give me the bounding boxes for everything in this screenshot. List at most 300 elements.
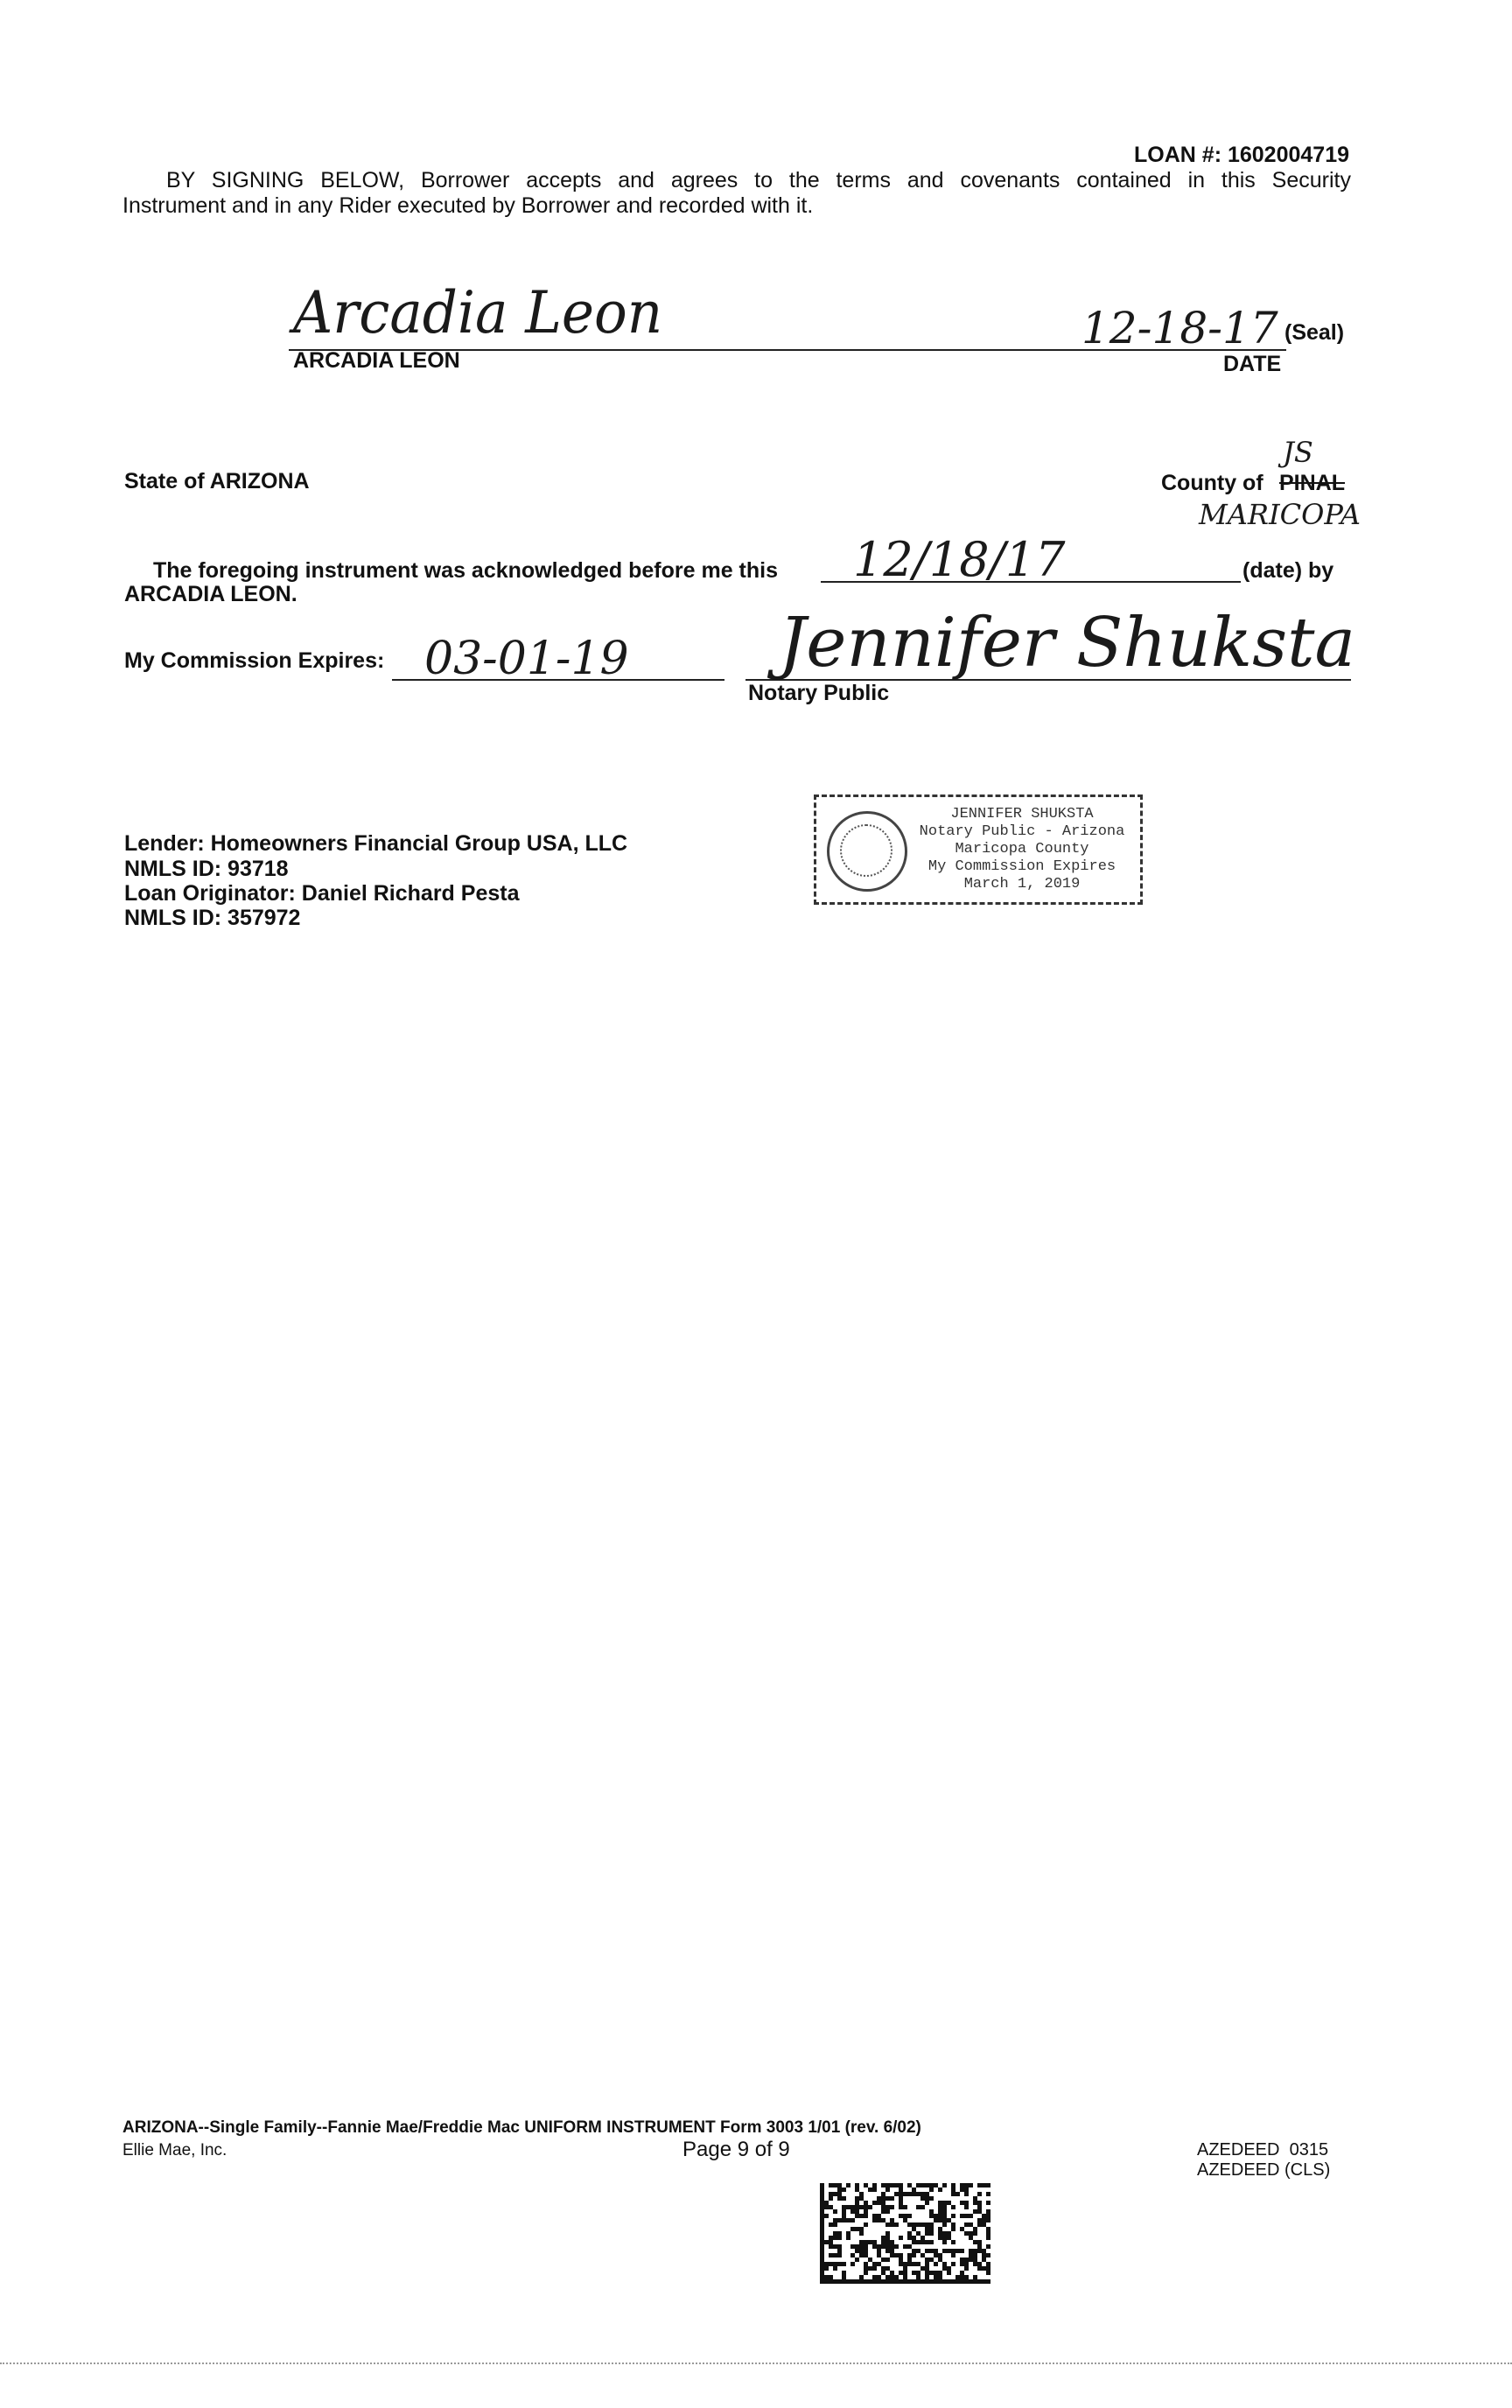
- barcode-module: [907, 2183, 912, 2188]
- barcode-module: [951, 2253, 956, 2258]
- barcode-module: [837, 2183, 842, 2188]
- barcode-module: [925, 2192, 929, 2196]
- seal-label: (Seal): [1284, 320, 1345, 345]
- barcode-module: [920, 2205, 925, 2209]
- barcode-module: [947, 2249, 951, 2253]
- barcode-module: [846, 2218, 850, 2222]
- barcode-module: [982, 2253, 986, 2258]
- barcode-module: [850, 2227, 855, 2231]
- barcode-module: [960, 2275, 964, 2279]
- barcode-module: [938, 2218, 942, 2222]
- barcode-module: [964, 2258, 969, 2262]
- barcode-module: [833, 2183, 837, 2188]
- barcode-module: [868, 2240, 872, 2244]
- barcode-module: [899, 2192, 903, 2196]
- barcode-module: [947, 2201, 951, 2205]
- barcode-module: [899, 2196, 903, 2201]
- barcode-module: [969, 2258, 973, 2262]
- barcode-module: [864, 2279, 868, 2284]
- barcode-module: [877, 2214, 881, 2218]
- barcode-module: [842, 2188, 846, 2192]
- barcode-module: [864, 2249, 868, 2253]
- barcode-module: [942, 2249, 947, 2253]
- barcode-module: [938, 2188, 942, 2192]
- barcode-module: [938, 2205, 942, 2209]
- barcode-module: [842, 2214, 846, 2218]
- barcode-module: [872, 2266, 877, 2271]
- barcode-module: [938, 2236, 942, 2240]
- stamp-text: [907, 806, 1137, 893]
- barcode-module: [947, 2279, 951, 2284]
- barcode-module: [969, 2183, 973, 2188]
- barcode-module: [964, 2266, 969, 2271]
- barcode-module: [942, 2279, 947, 2284]
- barcode-module: [960, 2279, 964, 2284]
- lender-name: Lender: Homeowners Financial Group USA, LLC: [124, 831, 628, 856]
- barcode-module: [881, 2201, 886, 2205]
- barcode-module: [920, 2192, 925, 2196]
- barcode-module: [964, 2205, 969, 2209]
- barcode-module: [833, 2279, 837, 2284]
- barcode-module: [824, 2266, 829, 2271]
- barcode-module: [925, 2258, 929, 2262]
- barcode-module: [859, 2227, 864, 2231]
- barcode-module: [872, 2183, 877, 2188]
- barcode-module: [986, 2244, 990, 2249]
- barcode-module: [903, 2266, 907, 2271]
- barcode-module: [881, 2279, 886, 2284]
- footer-code-1: AZEDEED 0315: [1197, 2140, 1329, 2160]
- barcode-module: [886, 2196, 890, 2201]
- barcode-module: [960, 2258, 964, 2262]
- barcode-module: [820, 2262, 824, 2266]
- barcode-module: [881, 2209, 886, 2214]
- barcode-module: [894, 2279, 899, 2284]
- barcode-module: [977, 2279, 982, 2284]
- barcode-module: [864, 2240, 868, 2244]
- barcode-module: [986, 2201, 990, 2205]
- barcode-module: [947, 2218, 951, 2222]
- barcode-module: [820, 2253, 824, 2258]
- barcode-module: [903, 2262, 907, 2266]
- barcode-module: [850, 2279, 855, 2284]
- barcode-module: [820, 2183, 824, 2188]
- barcode-module: [986, 2236, 990, 2240]
- barcode-module: [846, 2183, 850, 2188]
- barcode-module: [938, 2253, 942, 2258]
- barcode-module: [942, 2231, 947, 2236]
- barcode-module: [964, 2201, 969, 2205]
- barcode-module: [842, 2209, 846, 2214]
- barcode-module: [977, 2262, 982, 2266]
- barcode-module: [894, 2222, 899, 2227]
- barcode-module: [964, 2222, 969, 2227]
- barcode-module: [837, 2262, 842, 2266]
- barcode-module: [833, 2192, 837, 2196]
- barcode-module: [859, 2279, 864, 2284]
- barcode-module: [982, 2214, 986, 2218]
- barcode-module: [969, 2236, 973, 2240]
- barcode-module: [899, 2201, 903, 2205]
- barcode-module: [973, 2209, 977, 2214]
- page-bottom-edge: [0, 2362, 1512, 2364]
- barcode-module: [868, 2266, 872, 2271]
- barcode-module: [846, 2231, 850, 2236]
- state-seal-icon: [827, 811, 907, 892]
- barcode-module: [916, 2279, 920, 2284]
- barcode-module: [899, 2236, 903, 2240]
- barcode-module: [890, 2244, 894, 2249]
- barcode-module: [824, 2201, 829, 2205]
- barcode-module: [903, 2214, 907, 2218]
- barcode-module: [842, 2205, 846, 2209]
- lender-nmls: NMLS ID: 93718: [124, 857, 289, 881]
- barcode-module: [881, 2196, 886, 2201]
- barcode-module: [982, 2183, 986, 2188]
- barcode-module: [925, 2183, 929, 2188]
- barcode-module: [973, 2249, 977, 2253]
- barcode-module: [868, 2258, 872, 2262]
- barcode-module: [820, 2279, 824, 2284]
- barcode-module: [890, 2240, 894, 2244]
- barcode-module: [973, 2258, 977, 2262]
- barcode-module: [881, 2192, 886, 2196]
- barcode-module: [824, 2240, 829, 2244]
- barcode-module: [820, 2192, 824, 2196]
- barcode-module: [907, 2231, 912, 2236]
- stamp-expires-date: March 1, 2019: [963, 876, 1081, 892]
- barcode-module: [824, 2279, 829, 2284]
- barcode-module: [916, 2262, 920, 2266]
- barcode-module: [969, 2222, 973, 2227]
- barcode-module: [886, 2244, 890, 2249]
- barcode-module: [890, 2222, 894, 2227]
- barcode-module: [886, 2205, 890, 2209]
- barcode-module: [890, 2183, 894, 2188]
- barcode-module: [872, 2214, 877, 2218]
- barcode-module: [942, 2209, 947, 2214]
- barcode-module: [820, 2218, 824, 2222]
- barcode-module: [820, 2188, 824, 2192]
- barcode-module: [942, 2214, 947, 2218]
- barcode-module: [837, 2192, 842, 2196]
- barcode-module: [907, 2253, 912, 2258]
- barcode-module: [986, 2227, 990, 2231]
- barcode-module: [977, 2249, 982, 2253]
- barcode-module: [951, 2262, 956, 2266]
- barcode-module: [916, 2275, 920, 2279]
- barcode-module: [964, 2262, 969, 2266]
- commission-label: My Commission Expires:: [124, 648, 385, 673]
- barcode-module: [855, 2205, 859, 2209]
- barcode-module: [842, 2218, 846, 2222]
- barcode-module: [977, 2192, 982, 2196]
- commission-date: 03-01-19: [424, 633, 629, 685]
- barcode-module: [886, 2275, 890, 2279]
- barcode-module: [929, 2209, 934, 2214]
- barcode-module: [872, 2279, 877, 2284]
- barcode-module: [986, 2231, 990, 2236]
- stamp-county: Maricopa County: [955, 841, 1089, 858]
- barcode-module: [934, 2183, 938, 2188]
- barcode-module: [969, 2253, 973, 2258]
- barcode-module: [864, 2183, 868, 2188]
- barcode-module: [855, 2258, 859, 2262]
- barcode-module: [842, 2271, 846, 2275]
- borrower-signature: Arcadia Leon: [293, 279, 663, 346]
- barcode-module: [872, 2244, 877, 2249]
- barcode-module: [929, 2258, 934, 2262]
- barcode-module: [969, 2279, 973, 2284]
- barcode-module: [859, 2205, 864, 2209]
- barcode-module: [894, 2192, 899, 2196]
- barcode-module: [929, 2240, 934, 2244]
- barcode-module: [986, 2218, 990, 2222]
- barcode-module: [982, 2218, 986, 2222]
- barcode-module: [903, 2218, 907, 2222]
- barcode-module: [855, 2244, 859, 2249]
- barcode-module: [938, 2231, 942, 2236]
- barcode-module: [890, 2218, 894, 2222]
- barcode-module: [920, 2266, 925, 2271]
- barcode-module: [969, 2249, 973, 2253]
- barcode-module: [925, 2240, 929, 2244]
- barcode-module: [907, 2262, 912, 2266]
- barcode-module: [942, 2240, 947, 2244]
- barcode-module: [912, 2262, 916, 2266]
- barcode-module: [938, 2209, 942, 2214]
- barcode-module: [829, 2253, 833, 2258]
- barcode-module: [934, 2218, 938, 2222]
- barcode-module: [859, 2196, 864, 2201]
- barcode-module: [916, 2231, 920, 2236]
- barcode-module: [864, 2253, 868, 2258]
- barcode-module: [824, 2214, 829, 2218]
- barcode-module: [833, 2222, 837, 2227]
- barcode-module: [929, 2188, 934, 2192]
- barcode-module: [829, 2196, 833, 2201]
- barcode-module: [890, 2275, 894, 2279]
- barcode-module: [960, 2214, 964, 2218]
- barcode-module: [977, 2222, 982, 2227]
- barcode-module: [881, 2218, 886, 2222]
- barcode-module: [820, 2227, 824, 2231]
- barcode-module: [942, 2201, 947, 2205]
- barcode-module: [837, 2218, 842, 2222]
- notary-label: Notary Public: [748, 681, 890, 705]
- barcode-module: [947, 2266, 951, 2271]
- barcode-module: [837, 2249, 842, 2253]
- barcode-module: [886, 2249, 890, 2253]
- footer-form-line: ARIZONA--Single Family--Fannie Mae/Freddie Mac UNIFORM INSTRUMENT Form 3003 1/01 (rev. 6/02): [122, 2118, 921, 2137]
- barcode-module: [877, 2218, 881, 2222]
- barcode-module: [956, 2275, 960, 2279]
- barcode-module: [899, 2183, 903, 2188]
- barcode-module: [960, 2188, 964, 2192]
- barcode-module: [850, 2209, 855, 2214]
- barcode-module: [859, 2249, 864, 2253]
- barcode-module: [916, 2222, 920, 2227]
- barcode-module: [899, 2253, 903, 2258]
- barcode-module: [960, 2271, 964, 2275]
- barcode-module: [956, 2249, 960, 2253]
- barcode-module: [964, 2188, 969, 2192]
- barcode-module: [837, 2279, 842, 2284]
- barcode-module: [850, 2244, 855, 2249]
- barcode-module: [855, 2196, 859, 2201]
- barcode-module: [977, 2183, 982, 2188]
- barcode-module: [833, 2218, 837, 2222]
- barcode-module: [877, 2249, 881, 2253]
- barcode-module: [942, 2266, 947, 2271]
- date-label: DATE: [1223, 352, 1282, 376]
- barcode-module: [929, 2279, 934, 2284]
- barcode-module: [829, 2192, 833, 2196]
- barcode-module: [912, 2249, 916, 2253]
- barcode-module: [820, 2196, 824, 2201]
- barcode-module: [899, 2279, 903, 2284]
- barcode-module: [899, 2188, 903, 2192]
- barcode-module: [929, 2183, 934, 2188]
- barcode-module: [855, 2214, 859, 2218]
- barcode-module: [833, 2244, 837, 2249]
- barcode-module: [920, 2279, 925, 2284]
- barcode-module: [986, 2192, 990, 2196]
- barcode-module: [881, 2240, 886, 2244]
- barcode-module: [960, 2183, 964, 2188]
- barcode-module: [872, 2201, 877, 2205]
- barcode-module: [829, 2183, 833, 2188]
- footer-code-2: AZEDEED (CLS): [1197, 2160, 1331, 2180]
- barcode-module: [982, 2279, 986, 2284]
- barcode-module: [912, 2240, 916, 2244]
- county-initials: JS: [1283, 436, 1313, 469]
- barcode-module: [907, 2244, 912, 2249]
- barcode-module: [820, 2249, 824, 2253]
- barcode-module: [886, 2209, 890, 2214]
- barcode-module: [929, 2222, 934, 2227]
- barcode-module: [942, 2218, 947, 2222]
- barcode-module: [920, 2236, 925, 2240]
- barcode-module: [973, 2275, 977, 2279]
- barcode-module: [894, 2253, 899, 2258]
- barcode-module: [956, 2279, 960, 2284]
- barcode-module: [925, 2201, 929, 2205]
- barcode-module: [877, 2196, 881, 2201]
- barcode-module: [925, 2279, 929, 2284]
- barcode-module: [934, 2275, 938, 2279]
- barcode-module: [833, 2262, 837, 2266]
- barcode-module: [986, 2271, 990, 2275]
- barcode-module: [947, 2236, 951, 2240]
- barcode-module: [820, 2258, 824, 2262]
- barcode-module: [964, 2279, 969, 2284]
- barcode-module: [912, 2279, 916, 2284]
- barcode-module: [960, 2262, 964, 2266]
- barcode-module: [820, 2209, 824, 2214]
- barcode-module: [903, 2205, 907, 2209]
- barcode-module: [977, 2218, 982, 2222]
- barcode-module: [986, 2209, 990, 2214]
- barcode-module: [881, 2183, 886, 2188]
- barcode-module: [938, 2275, 942, 2279]
- barcode-module: [973, 2240, 977, 2244]
- barcode-module: [855, 2249, 859, 2253]
- barcode-module: [877, 2262, 881, 2266]
- intro-line-1: BY SIGNING BELOW, Borrower accepts and agrees to the terms and covenants contained in this Security: [166, 168, 1351, 192]
- stamp-title: Notary Public - Arizona: [919, 823, 1125, 840]
- barcode-module: [907, 2258, 912, 2262]
- barcode-module: [829, 2240, 833, 2244]
- barcode-module: [986, 2262, 990, 2266]
- barcode-module: [942, 2236, 947, 2240]
- barcode-module: [982, 2258, 986, 2262]
- barcode-module: [934, 2262, 938, 2266]
- barcode-module: [894, 2183, 899, 2188]
- barcode-module: [964, 2192, 969, 2196]
- barcode-module: [938, 2214, 942, 2218]
- barcode-module: [934, 2271, 938, 2275]
- barcode-module: [859, 2214, 864, 2218]
- barcode-module: [986, 2253, 990, 2258]
- barcode-module: [977, 2205, 982, 2209]
- barcode-module: [925, 2275, 929, 2279]
- barcode-module: [886, 2266, 890, 2271]
- barcode-module: [829, 2244, 833, 2249]
- barcode-module: [982, 2249, 986, 2253]
- barcode-module: [920, 2196, 925, 2201]
- barcode-module: [912, 2236, 916, 2240]
- barcode-module: [925, 2196, 929, 2201]
- barcode-module: [925, 2266, 929, 2271]
- barcode-module: [829, 2275, 833, 2279]
- barcode-module: [903, 2279, 907, 2284]
- barcode-module: [899, 2214, 903, 2218]
- ack-name: ARCADIA LEON.: [124, 582, 298, 606]
- barcode-module: [942, 2222, 947, 2227]
- barcode-module: [894, 2244, 899, 2249]
- barcode-module: [925, 2231, 929, 2236]
- barcode-module: [951, 2214, 956, 2218]
- barcode-module: [973, 2231, 977, 2236]
- barcode-module: [929, 2214, 934, 2218]
- barcode-module: [859, 2275, 864, 2279]
- barcode-module: [903, 2275, 907, 2279]
- barcode-module: [964, 2214, 969, 2218]
- barcode-module: [842, 2262, 846, 2266]
- barcode-module: [925, 2262, 929, 2266]
- barcode-module: [820, 2244, 824, 2249]
- barcode-module: [886, 2231, 890, 2236]
- barcode-module: [890, 2271, 894, 2275]
- barcode-module: [929, 2227, 934, 2231]
- barcode-module: [973, 2196, 977, 2201]
- barcode-module: [877, 2275, 881, 2279]
- barcode-module: [868, 2188, 872, 2192]
- barcode-module: [942, 2262, 947, 2266]
- barcode-icon: [820, 2183, 990, 2284]
- barcode-module: [951, 2188, 956, 2192]
- barcode-module: [829, 2279, 833, 2284]
- barcode-module: [837, 2253, 842, 2258]
- barcode-module: [951, 2249, 956, 2253]
- barcode-module: [942, 2205, 947, 2209]
- barcode-module: [820, 2275, 824, 2279]
- barcode-module: [824, 2275, 829, 2279]
- barcode-module: [855, 2279, 859, 2284]
- barcode-module: [859, 2253, 864, 2258]
- barcode-module: [886, 2279, 890, 2284]
